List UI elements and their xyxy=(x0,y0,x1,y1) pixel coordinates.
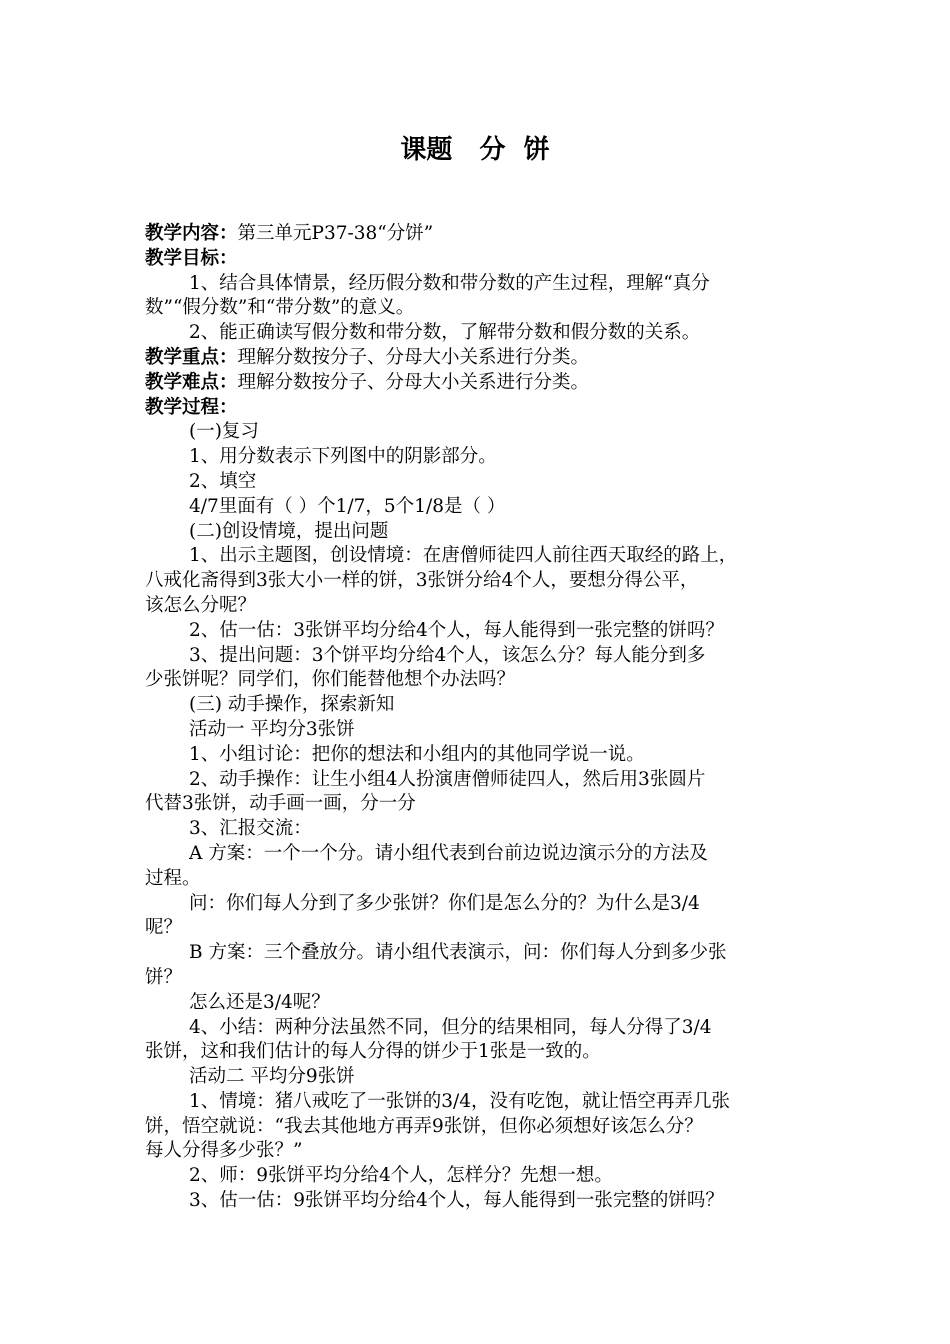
page-title: 课题 分 饼 xyxy=(400,135,550,165)
goal-line: 1、结合具体情景，经历假分数和带分数的产生过程，理解“真分 xyxy=(189,272,710,294)
process-line: 2、师：9张饼平均分给4个人，怎样分？先想一想。 xyxy=(189,1165,613,1187)
process-line: 4/7里面有（ ）个1/7，5个1/8是（ ） xyxy=(189,495,506,517)
teaching-goals xyxy=(145,247,820,272)
process-line: 4、小结：两种分法虽然不同，但分的结果相同，每人分得了3/4 xyxy=(189,1016,712,1038)
process-line: 该怎么分呢？ xyxy=(145,594,257,616)
process-line: 3、估一估：9张饼平均分给4个人，每人能得到一张完整的饼吗？ xyxy=(189,1190,724,1212)
process-line: 活动一 平均分3张饼 xyxy=(189,718,355,740)
process-line: 3、汇报交流： xyxy=(189,818,312,840)
process-line: 2、估一估：3张饼平均分给4个人，每人能得到一张完整的饼吗？ xyxy=(189,619,724,641)
key-point-text: 理解分数按分子、分母大小关系进行分类。 xyxy=(237,346,590,368)
process-line: 活动二 平均分9张饼 xyxy=(189,1066,355,1088)
teaching-content-label: 教学内容： xyxy=(145,223,238,244)
process-line: A 方案：一个一个分。请小组代表到台前边说边演示分的方法及 xyxy=(189,842,708,864)
process-line: 张饼，这和我们估计的每人分得的饼少于1张是一致的。 xyxy=(145,1041,601,1063)
process-line: 少张饼呢？同学们，你们能替他想个办法吗？ xyxy=(145,669,516,691)
process-line: (三) 动手操作，探索新知 xyxy=(189,694,395,716)
process-line: 2、填空 xyxy=(189,470,257,492)
process-line: 1、用分数表示下列图中的阴影部分。 xyxy=(189,446,497,468)
teaching-key-point xyxy=(145,346,820,371)
process-line: 过程。 xyxy=(145,867,201,889)
process-line: 1、出示主题图，创设情境：在唐僧师徒四人前往西天取经的路上， xyxy=(189,545,738,567)
process-line: 3、提出问题：3个饼平均分给4个人，该怎么分？每人能分到多 xyxy=(189,644,706,666)
process-line: (二)创设情境，提出问题 xyxy=(189,520,389,542)
difficulty-label: 教学难点： xyxy=(145,371,238,393)
goal-line: 数”“假分数”和“带分数”的意义。 xyxy=(145,297,415,319)
process-line: 代替3张饼，动手画一画，分一分 xyxy=(145,793,416,815)
process-line: 饼？ xyxy=(145,966,183,988)
process-line: 1、小组讨论：把你的想法和小组内的其他同学说一说。 xyxy=(189,743,645,765)
process-line: 每人分得多少张？” xyxy=(145,1140,303,1162)
document-body xyxy=(145,222,820,1214)
process-line: 八戒化斋得到3张大小一样的饼，3张饼分给4个人，要想分得公平， xyxy=(145,570,699,592)
goal-line: 2、能正确读写假分数和带分数，了解带分数和假分数的关系。 xyxy=(189,322,701,344)
teaching-content xyxy=(145,222,820,247)
process-line: 1、情境：猪八戒吃了一张饼的3/4，没有吃饱，就让悟空再弄几张 xyxy=(189,1090,731,1112)
process-label: 教学过程： xyxy=(145,396,238,418)
teaching-process xyxy=(145,396,820,421)
teaching-content-text: 第三单元P37-38“分饼” xyxy=(237,223,434,244)
process-line: (一)复习 xyxy=(189,421,259,443)
process-line: B 方案：三个叠放分。请小组代表演示，问：你们每人分到多少张 xyxy=(189,942,727,964)
process-line: 饼，悟空就说：“我去其他地方再弄9张饼，但你必须想好该怎么分？ xyxy=(145,1115,703,1137)
teaching-difficulty xyxy=(145,371,820,396)
process-line: 问：你们每人分到了多少张饼？你们是怎么分的？为什么是3/4 xyxy=(189,892,700,914)
process-line: 2、动手操作：让生小组4人扮演唐僧师徒四人，然后用3张圆片 xyxy=(189,768,706,790)
difficulty-text: 理解分数按分子、分母大小关系进行分类。 xyxy=(237,371,590,393)
process-line: 呢？ xyxy=(145,917,183,939)
process-line: 怎么还是3/4呢？ xyxy=(189,991,330,1013)
teaching-goals-label: 教学目标： xyxy=(145,247,238,269)
key-point-label: 教学重点： xyxy=(145,346,238,368)
